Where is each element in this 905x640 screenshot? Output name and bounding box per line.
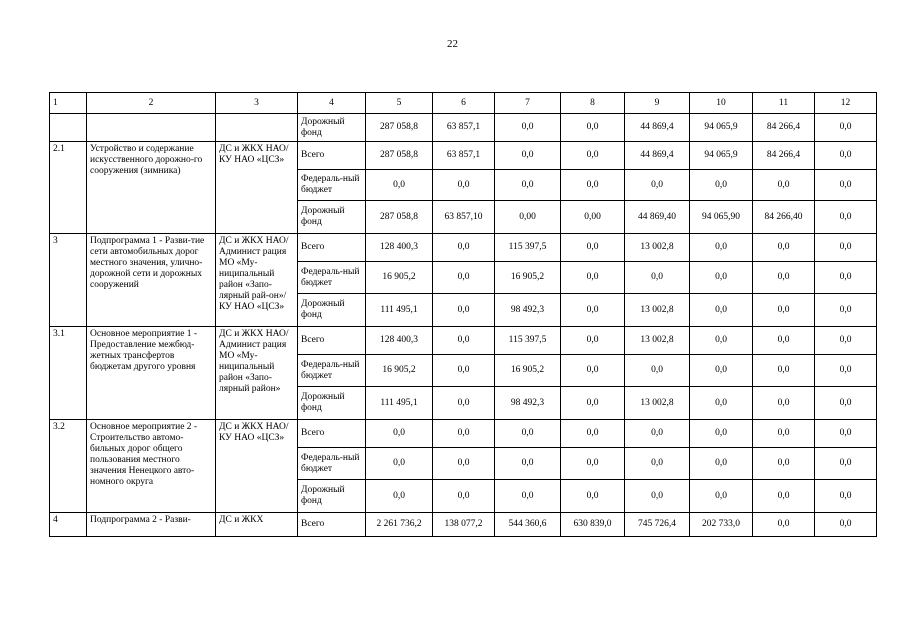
row-name: Устройство и содержание искусственного дорожно-го сооружения (зимника) xyxy=(87,142,216,234)
value-cell: 16 905,2 xyxy=(366,262,433,294)
value-cell: 13 002,8 xyxy=(625,327,690,355)
funding-source: Всего xyxy=(298,234,366,262)
value-cell: 115 397,5 xyxy=(495,327,561,355)
value-cell: 287 058,8 xyxy=(366,201,433,234)
value-cell: 0,0 xyxy=(433,420,495,448)
value-cell: 44 869,40 xyxy=(625,201,690,234)
col-header: 1 xyxy=(50,93,87,114)
row-name: Основное мероприятие 2 - Строительство автомо-бильных дорог общего пользования местного значения Ненецкого авто-номного округа xyxy=(87,420,216,513)
value-cell: 0,0 xyxy=(625,262,690,294)
value-cell: 0,0 xyxy=(495,142,561,170)
col-header: 3 xyxy=(216,93,298,114)
col-header: 5 xyxy=(366,93,433,114)
col-header: 4 xyxy=(298,93,366,114)
value-cell: 0,0 xyxy=(690,420,753,448)
table-body xyxy=(50,114,877,537)
value-cell: 0,0 xyxy=(815,170,877,201)
row-number: 4 xyxy=(50,513,87,537)
value-cell: 0,0 xyxy=(753,387,815,420)
value-cell: 0,00 xyxy=(495,201,561,234)
col-header: 11 xyxy=(753,93,815,114)
value-cell: 63 857,1 xyxy=(433,114,495,142)
value-cell: 13 002,8 xyxy=(625,234,690,262)
value-cell: 0,0 xyxy=(815,201,877,234)
value-cell: 0,0 xyxy=(625,170,690,201)
value-cell: 0,00 xyxy=(561,201,625,234)
value-cell: 0,0 xyxy=(561,387,625,420)
funding-source: Федераль-ный бюджет xyxy=(298,355,366,387)
value-cell: 84 266,4 xyxy=(753,114,815,142)
value-cell: 0,0 xyxy=(366,170,433,201)
value-cell: 0,0 xyxy=(495,420,561,448)
value-cell: 0,0 xyxy=(561,114,625,142)
row-executor: ДС и ЖКХ xyxy=(216,513,298,537)
table-row xyxy=(50,327,877,355)
value-cell: 630 839,0 xyxy=(561,513,625,537)
value-cell: 0,0 xyxy=(753,420,815,448)
value-cell: 0,0 xyxy=(815,234,877,262)
value-cell: 0,0 xyxy=(561,355,625,387)
row-name: Основное мероприятие 1 - Предоставление межбюд-жетных трансфертов бюджетам другого уровня xyxy=(87,327,216,420)
value-cell: 0,0 xyxy=(561,420,625,448)
value-cell: 0,0 xyxy=(753,355,815,387)
value-cell: 0,0 xyxy=(561,142,625,170)
row-name: Подпрограмма 1 - Разви-тие сети автомобильных дорог местного значения, улично-дорожной сети и дорожных сооружений xyxy=(87,234,216,327)
value-cell: 0,0 xyxy=(815,513,877,537)
funding-source: Всего xyxy=(298,513,366,537)
value-cell: 0,0 xyxy=(433,355,495,387)
page-number: 22 xyxy=(447,38,458,50)
value-cell: 0,0 xyxy=(815,262,877,294)
value-cell: 94 065,9 xyxy=(690,114,753,142)
value-cell: 16 905,2 xyxy=(495,355,561,387)
value-cell: 128 400,3 xyxy=(366,327,433,355)
value-cell: 84 266,40 xyxy=(753,201,815,234)
value-cell: 0,0 xyxy=(815,387,877,420)
value-cell: 94 065,90 xyxy=(690,201,753,234)
value-cell: 94 065,9 xyxy=(690,142,753,170)
value-cell: 287 058,8 xyxy=(366,114,433,142)
value-cell: 63 857,10 xyxy=(433,201,495,234)
header-row xyxy=(50,93,877,114)
value-cell: 84 266,4 xyxy=(753,142,815,170)
value-cell: 0,0 xyxy=(561,234,625,262)
value-cell: 0,0 xyxy=(561,327,625,355)
value-cell: 0,0 xyxy=(753,327,815,355)
value-cell: 138 077,2 xyxy=(433,513,495,537)
value-cell: 0,0 xyxy=(815,448,877,480)
funding-source: Всего xyxy=(298,327,366,355)
row-number: 3.1 xyxy=(50,327,87,420)
value-cell: 0,0 xyxy=(690,294,753,327)
value-cell: 98 492,3 xyxy=(495,294,561,327)
value-cell: 745 726,4 xyxy=(625,513,690,537)
value-cell: 16 905,2 xyxy=(366,355,433,387)
value-cell: 0,0 xyxy=(690,480,753,513)
value-cell: 0,0 xyxy=(433,234,495,262)
value-cell: 0,0 xyxy=(495,170,561,201)
value-cell: 0,0 xyxy=(690,234,753,262)
value-cell: 0,0 xyxy=(561,262,625,294)
row-executor: ДС и ЖКХ НАО/Админист рация МО «Му-ниципальный район «Запо-лярный рай-он»/КУ НАО «ЦСЗ» xyxy=(216,234,298,327)
value-cell: 0,0 xyxy=(815,294,877,327)
row-name xyxy=(87,114,216,142)
value-cell: 128 400,3 xyxy=(366,234,433,262)
value-cell: 0,0 xyxy=(625,480,690,513)
value-cell: 0,0 xyxy=(690,327,753,355)
col-header: 10 xyxy=(690,93,753,114)
value-cell: 0,0 xyxy=(433,327,495,355)
table-row xyxy=(50,114,877,142)
value-cell: 0,0 xyxy=(690,355,753,387)
table-row xyxy=(50,420,877,448)
row-number: 3 xyxy=(50,234,87,327)
table-row xyxy=(50,513,877,537)
funding-source: Всего xyxy=(298,420,366,448)
value-cell: 0,0 xyxy=(753,513,815,537)
value-cell: 0,0 xyxy=(495,448,561,480)
row-executor xyxy=(216,114,298,142)
budget-table xyxy=(49,92,877,537)
value-cell: 0,0 xyxy=(561,480,625,513)
value-cell: 287 058,8 xyxy=(366,142,433,170)
value-cell: 0,0 xyxy=(625,420,690,448)
table-row xyxy=(50,234,877,262)
value-cell: 0,0 xyxy=(690,262,753,294)
value-cell: 63 857,1 xyxy=(433,142,495,170)
value-cell: 0,0 xyxy=(815,114,877,142)
value-cell: 0,0 xyxy=(366,480,433,513)
value-cell: 0,0 xyxy=(753,234,815,262)
value-cell: 0,0 xyxy=(433,262,495,294)
value-cell: 0,0 xyxy=(433,294,495,327)
value-cell: 0,0 xyxy=(433,170,495,201)
col-header: 7 xyxy=(495,93,561,114)
col-header: 12 xyxy=(815,93,877,114)
funding-source: Федераль-ный бюджет xyxy=(298,448,366,480)
value-cell: 0,0 xyxy=(561,448,625,480)
row-number: 2.1 xyxy=(50,142,87,234)
value-cell: 0,0 xyxy=(753,448,815,480)
value-cell: 0,0 xyxy=(366,420,433,448)
value-cell: 544 360,6 xyxy=(495,513,561,537)
row-executor: ДС и ЖКХ НАО/Админист рация МО «Му-ниципальный район «Запо-лярный район» xyxy=(216,327,298,420)
value-cell: 0,0 xyxy=(495,480,561,513)
value-cell: 0,0 xyxy=(495,114,561,142)
funding-source: Федераль-ный бюджет xyxy=(298,170,366,201)
col-header: 6 xyxy=(433,93,495,114)
value-cell: 0,0 xyxy=(753,480,815,513)
value-cell: 0,0 xyxy=(690,170,753,201)
row-number: 3.2 xyxy=(50,420,87,513)
funding-source: Дорожный фонд xyxy=(298,201,366,234)
value-cell: 44 869,4 xyxy=(625,114,690,142)
value-cell: 0,0 xyxy=(561,170,625,201)
row-name: Подпрограмма 2 - Разви- xyxy=(87,513,216,537)
value-cell: 0,0 xyxy=(690,448,753,480)
value-cell: 0,0 xyxy=(753,294,815,327)
table-row xyxy=(50,142,877,170)
col-header: 8 xyxy=(561,93,625,114)
value-cell: 44 869,4 xyxy=(625,142,690,170)
funding-source: Федераль-ный бюджет xyxy=(298,262,366,294)
value-cell: 0,0 xyxy=(815,327,877,355)
value-cell: 115 397,5 xyxy=(495,234,561,262)
value-cell: 111 495,1 xyxy=(366,387,433,420)
value-cell: 0,0 xyxy=(433,387,495,420)
value-cell: 0,0 xyxy=(433,448,495,480)
col-header: 2 xyxy=(87,93,216,114)
value-cell: 0,0 xyxy=(815,355,877,387)
value-cell: 13 002,8 xyxy=(625,294,690,327)
col-header: 9 xyxy=(625,93,690,114)
value-cell: 0,0 xyxy=(366,448,433,480)
row-number xyxy=(50,114,87,142)
value-cell: 0,0 xyxy=(753,262,815,294)
row-executor: ДС и ЖКХ НАО/КУ НАО «ЦСЗ» xyxy=(216,142,298,234)
value-cell: 0,0 xyxy=(625,355,690,387)
funding-source: Дорожный фонд xyxy=(298,294,366,327)
value-cell: 0,0 xyxy=(815,142,877,170)
value-cell: 111 495,1 xyxy=(366,294,433,327)
value-cell: 202 733,0 xyxy=(690,513,753,537)
funding-source: Дорожный фонд xyxy=(298,480,366,513)
value-cell: 16 905,2 xyxy=(495,262,561,294)
funding-source: Всего xyxy=(298,142,366,170)
value-cell: 98 492,3 xyxy=(495,387,561,420)
row-executor: ДС и ЖКХ НАО/КУ НАО «ЦСЗ» xyxy=(216,420,298,513)
funding-source: Дорожный фонд xyxy=(298,114,366,142)
value-cell: 0,0 xyxy=(815,480,877,513)
value-cell: 0,0 xyxy=(625,448,690,480)
value-cell: 0,0 xyxy=(690,387,753,420)
value-cell: 0,0 xyxy=(753,170,815,201)
value-cell: 13 002,8 xyxy=(625,387,690,420)
value-cell: 2 261 736,2 xyxy=(366,513,433,537)
value-cell: 0,0 xyxy=(433,480,495,513)
value-cell: 0,0 xyxy=(815,420,877,448)
value-cell: 0,0 xyxy=(561,294,625,327)
funding-source: Дорожный фонд xyxy=(298,387,366,420)
